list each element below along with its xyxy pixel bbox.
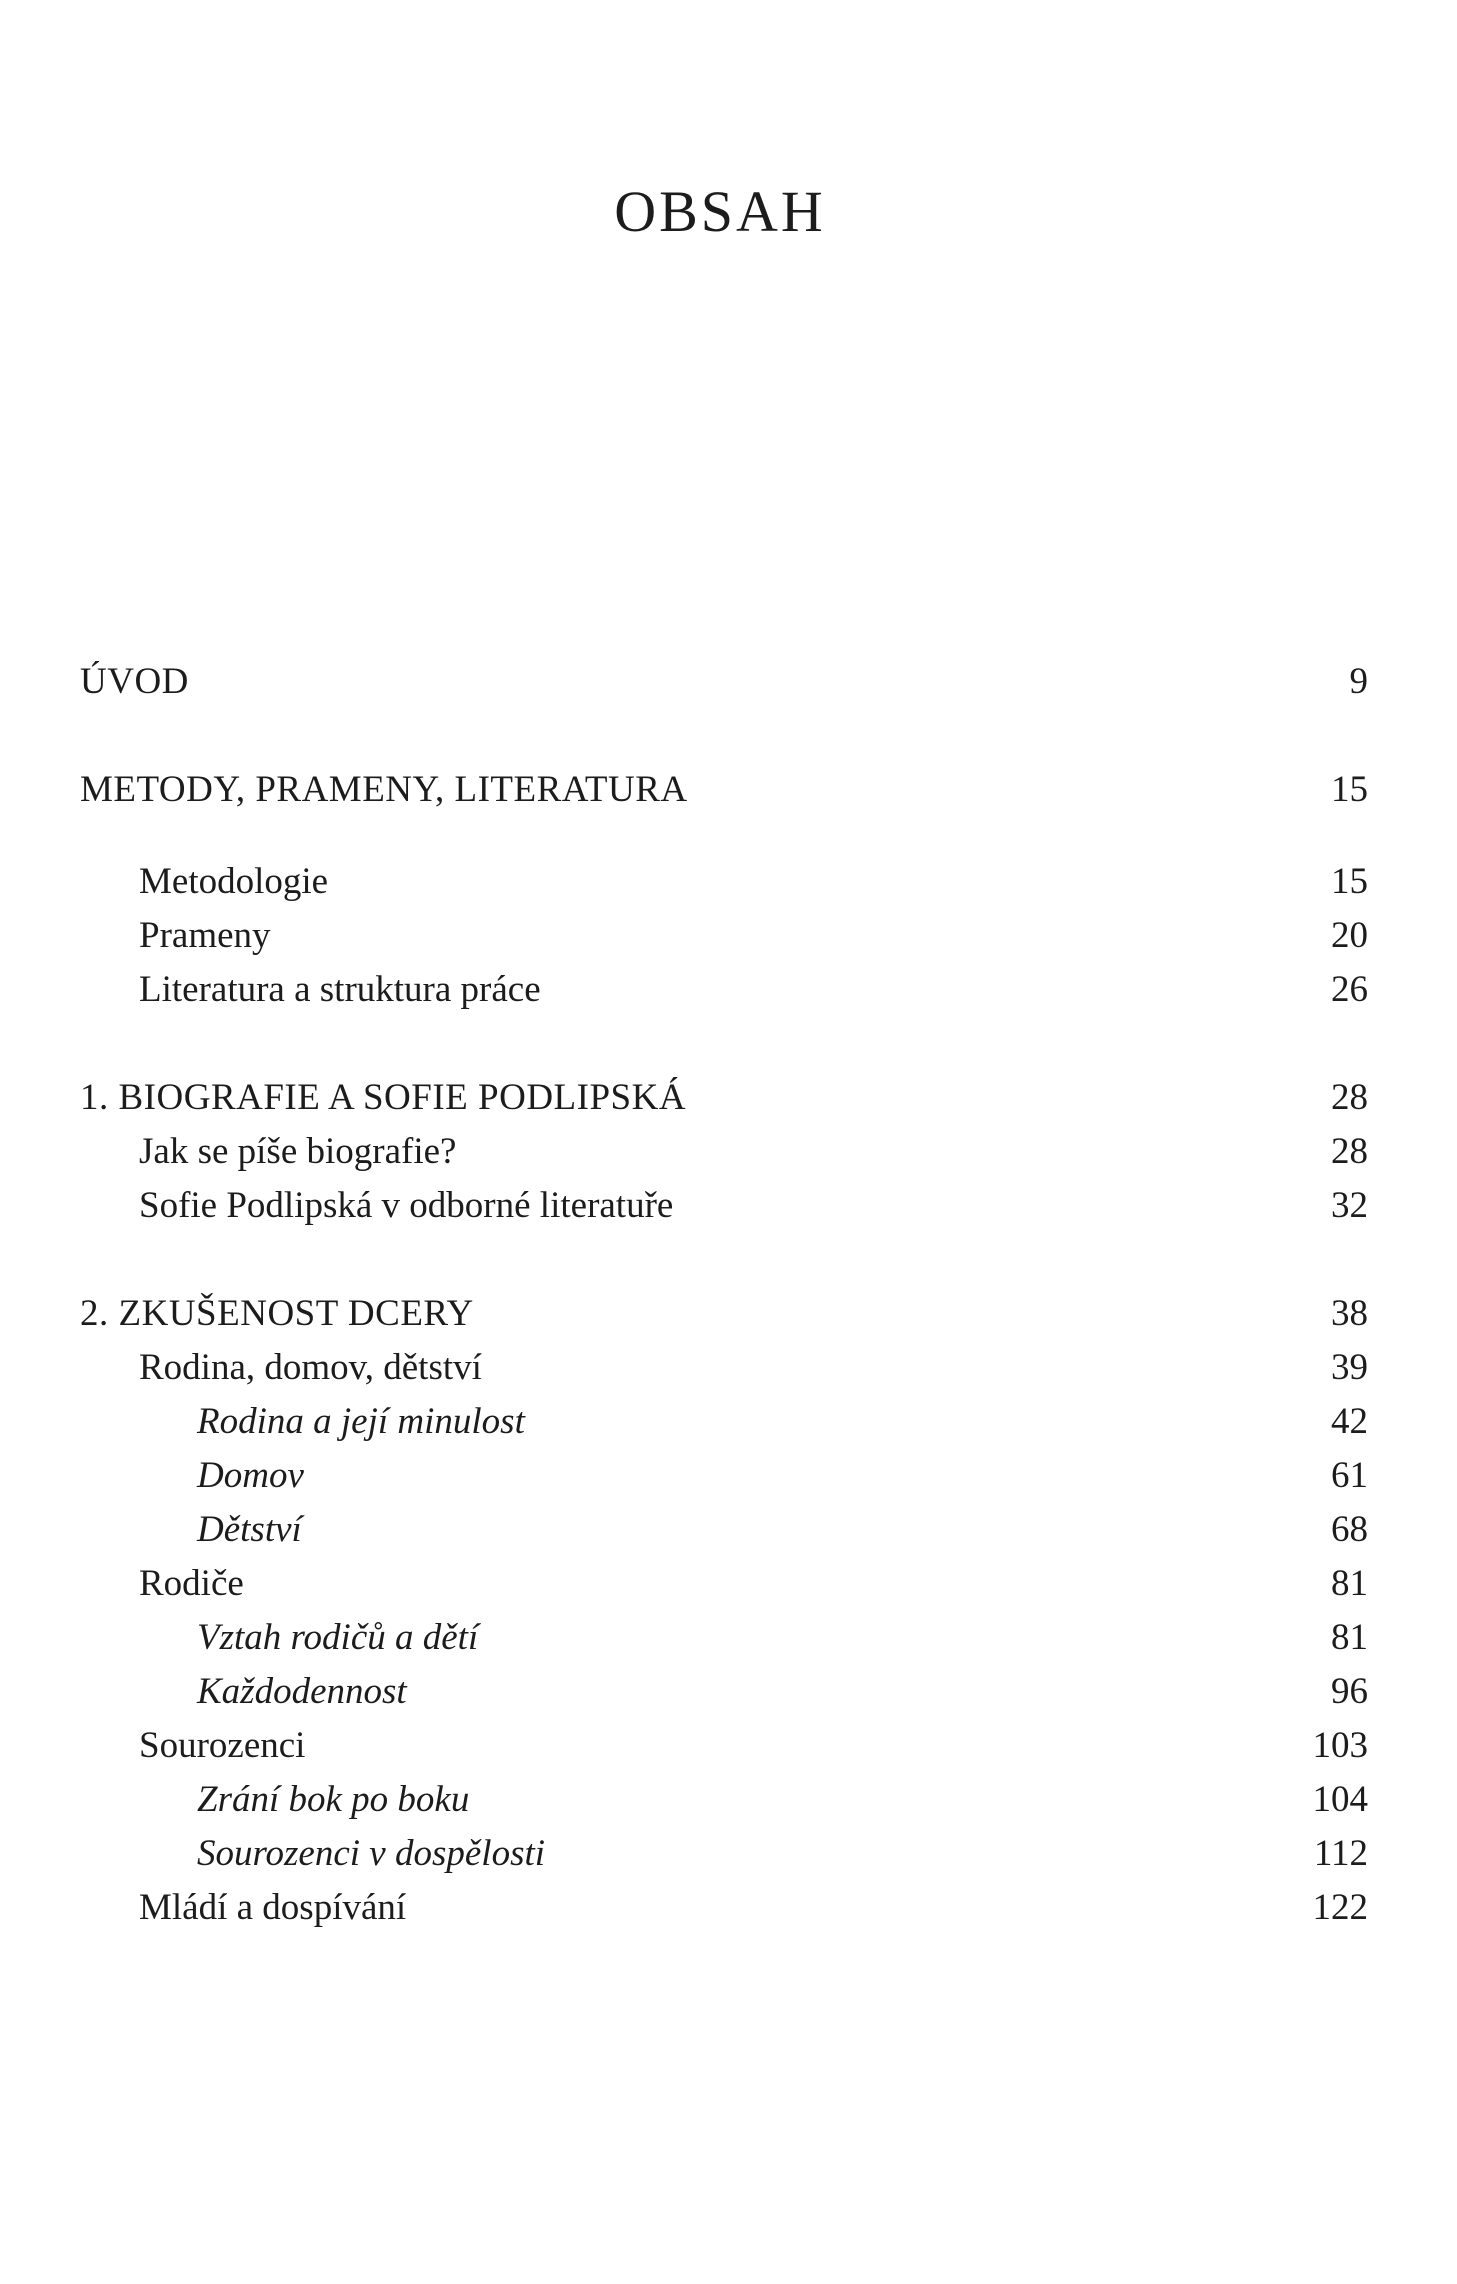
toc-entry-label: METODY, PRAMENY, LITERATURA bbox=[80, 769, 688, 810]
toc-entry-label: 2. ZKUŠENOST DCERY bbox=[80, 1293, 474, 1334]
toc-entry-page-number: 20 bbox=[1331, 915, 1368, 956]
toc-entry-label: 1. BIOGRAFIE A SOFIE PODLIPSKÁ bbox=[80, 1077, 687, 1118]
toc-entry-page-number: 81 bbox=[1331, 1563, 1368, 1604]
toc-entry-label: Rodiče bbox=[139, 1563, 244, 1604]
toc-entry-label: Jak se píše biografie? bbox=[139, 1131, 457, 1172]
toc-entry-label: Prameny bbox=[139, 915, 271, 956]
toc-entry-label: Dětství bbox=[197, 1509, 302, 1550]
toc-entry-label: Každodennost bbox=[197, 1671, 407, 1712]
toc-entry-label: Sourozenci v dospělosti bbox=[197, 1833, 546, 1874]
toc-entry-label: Sofie Podlipská v odborné literatuře bbox=[139, 1185, 674, 1226]
toc-entry-page-number: 15 bbox=[1331, 861, 1368, 902]
toc-entry-page-number: 28 bbox=[1331, 1077, 1368, 1118]
toc-entry-page-number: 28 bbox=[1331, 1131, 1368, 1172]
toc-entry-label: Vztah rodičů a dětí bbox=[197, 1617, 479, 1658]
toc-entry-page-number: 42 bbox=[1331, 1401, 1368, 1442]
toc-entry-page-number: 104 bbox=[1312, 1779, 1368, 1820]
toc-entry-page-number: 112 bbox=[1313, 1833, 1368, 1874]
toc-entry-page-number: 103 bbox=[1312, 1725, 1368, 1766]
page-title: OBSAH bbox=[614, 179, 826, 244]
toc-entry-label: Sourozenci bbox=[139, 1725, 306, 1766]
toc-entry-page-number: 122 bbox=[1312, 1887, 1368, 1928]
toc-entry-label: Rodina a její minulost bbox=[197, 1401, 525, 1442]
toc-entry-page-number: 68 bbox=[1331, 1509, 1368, 1550]
toc-entry-page-number: 26 bbox=[1331, 969, 1368, 1010]
toc-entry-label: Mládí a dospívání bbox=[139, 1887, 407, 1928]
toc-entry-page-number: 32 bbox=[1331, 1185, 1368, 1226]
toc-entry-label: Metodologie bbox=[139, 861, 329, 902]
toc-entry-label: Domov bbox=[197, 1455, 304, 1496]
toc-entry-page-number: 61 bbox=[1331, 1455, 1368, 1496]
toc-entry-page-number: 15 bbox=[1331, 769, 1368, 810]
toc-entry-page-number: 96 bbox=[1331, 1671, 1368, 1712]
toc-entry-page-number: 38 bbox=[1331, 1293, 1368, 1334]
toc-entry-page-number: 81 bbox=[1331, 1617, 1368, 1658]
toc-entry-label: ÚVOD bbox=[80, 661, 189, 702]
toc-entry-label: Literatura a struktura práce bbox=[139, 969, 541, 1010]
toc-entry-label: Zrání bok po boku bbox=[197, 1779, 470, 1820]
toc-entry-label: Rodina, domov, dětství bbox=[139, 1347, 482, 1388]
toc-entry-page-number: 9 bbox=[1349, 661, 1368, 702]
toc-entry-page-number: 39 bbox=[1331, 1347, 1368, 1388]
